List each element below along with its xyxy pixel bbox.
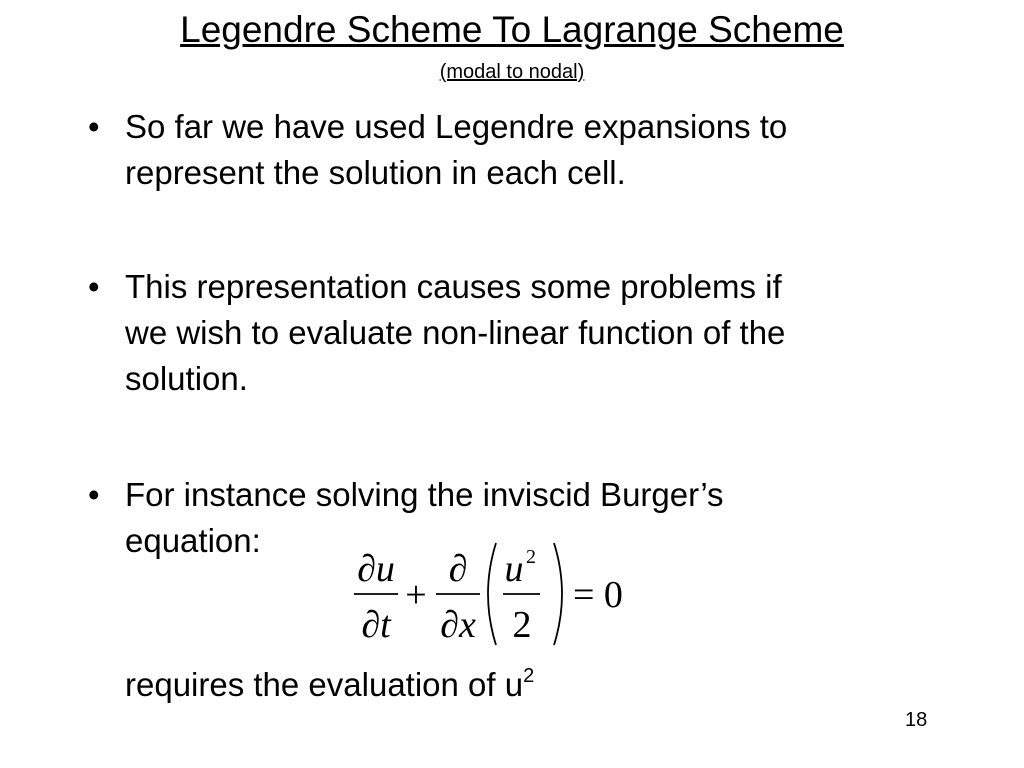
eq-plus: +: [405, 574, 427, 616]
eq-left-paren: [488, 543, 496, 645]
eq-u: u: [504, 548, 524, 590]
eq-two: 2: [512, 604, 532, 646]
eq-du: ∂u: [357, 548, 395, 590]
eq-dt: ∂t: [361, 604, 391, 646]
after-equation-main: requires the evaluation of u: [125, 666, 524, 703]
bullet-text: So far we have used Legendre expansions to represent the solution in each cell.: [125, 108, 788, 191]
bullet-marker: •: [88, 268, 100, 305]
bullet-text: This representation causes some problems if we wish to evaluate non-linear function of the solution.: [125, 268, 786, 397]
eq-dx: ∂x: [440, 604, 476, 646]
eq-equals-zero: = 0: [573, 574, 623, 616]
bullet-text: For instance solving the inviscid Burger’s equation:: [125, 476, 724, 559]
slide-title: Legendre Scheme To Lagrange Scheme: [180, 9, 844, 50]
slide-subtitle: (modal to nodal): [439, 61, 585, 83]
page-number: 18: [905, 709, 928, 731]
eq-right-paren: [554, 543, 562, 645]
eq-d: ∂: [448, 548, 468, 590]
after-equation-exponent: 2: [523, 665, 535, 687]
bullet-marker: •: [88, 108, 100, 145]
bullet-marker: •: [88, 476, 100, 513]
after-equation-text: [125, 662, 534, 708]
burgers-equation: [340, 535, 640, 655]
eq-u-exponent: 2: [526, 546, 536, 568]
